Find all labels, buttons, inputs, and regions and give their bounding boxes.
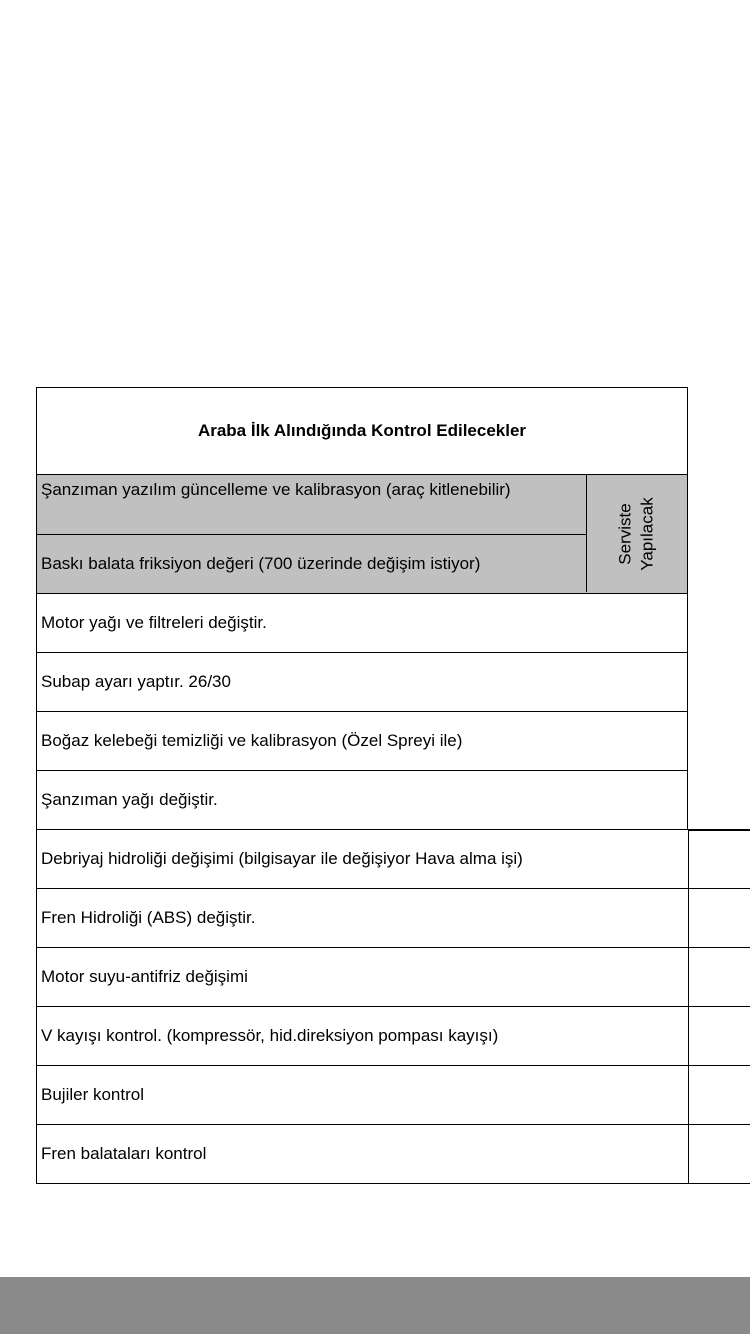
service-item (37, 535, 587, 592)
row-text: Subap ayarı yaptır. 26/30 (41, 672, 231, 691)
table-row (36, 653, 688, 712)
table-row (36, 594, 688, 653)
bottom-toolbar (0, 1277, 750, 1334)
table-row (36, 889, 750, 948)
row-text: Şanzıman yağı değiştir. (41, 790, 218, 809)
table-row (36, 830, 750, 889)
extra-cell (688, 889, 750, 948)
service-item-text: Baskı balata friksiyon değeri (700 üzerinde değişim istiyor) (41, 554, 481, 573)
table-row (36, 1125, 750, 1184)
extra-cell (688, 830, 750, 889)
table-title (36, 387, 688, 475)
extra-cell (688, 1125, 750, 1184)
table-row (36, 948, 750, 1007)
service-label-line1: Serviste (616, 502, 635, 565)
service-label (587, 475, 687, 592)
table-title-text: Araba İlk Alındığında Kontrol Edilecekler (197, 421, 527, 440)
service-item (37, 479, 587, 535)
extra-cell (688, 1066, 750, 1125)
table-row (36, 1007, 750, 1066)
row-text: Boğaz kelebeği temizliği ve kalibrasyon (Özel Spreyi ile) (41, 731, 463, 750)
row-text: Motor suyu-antifriz değişimi (41, 967, 248, 986)
row-text: V kayışı kontrol. (kompressör, hid.direksiyon pompası kayışı) (41, 1026, 499, 1045)
table-row (36, 712, 688, 771)
row-text: Debriyaj hidroliği değişimi (bilgisayar ile değişiyor Hava alma işi) (41, 849, 523, 868)
table-row (36, 771, 688, 830)
row-text: Fren balataları kontrol (41, 1144, 207, 1163)
service-group (36, 475, 688, 594)
table-row (36, 1066, 750, 1125)
row-text: Bujiler kontrol (41, 1085, 144, 1104)
extra-cell (688, 948, 750, 1007)
row-text: Fren Hidroliği (ABS) değiştir. (41, 908, 256, 927)
service-label-line2: Yapılacak (638, 496, 657, 571)
service-item-text: Şanzıman yazılım güncelleme ve kalibrasyon (araç kitlenebilir) (41, 480, 511, 499)
service-label-text (615, 497, 659, 570)
extra-cell (688, 1007, 750, 1066)
row-text: Motor yağı ve filtreleri değiştir. (41, 613, 267, 632)
